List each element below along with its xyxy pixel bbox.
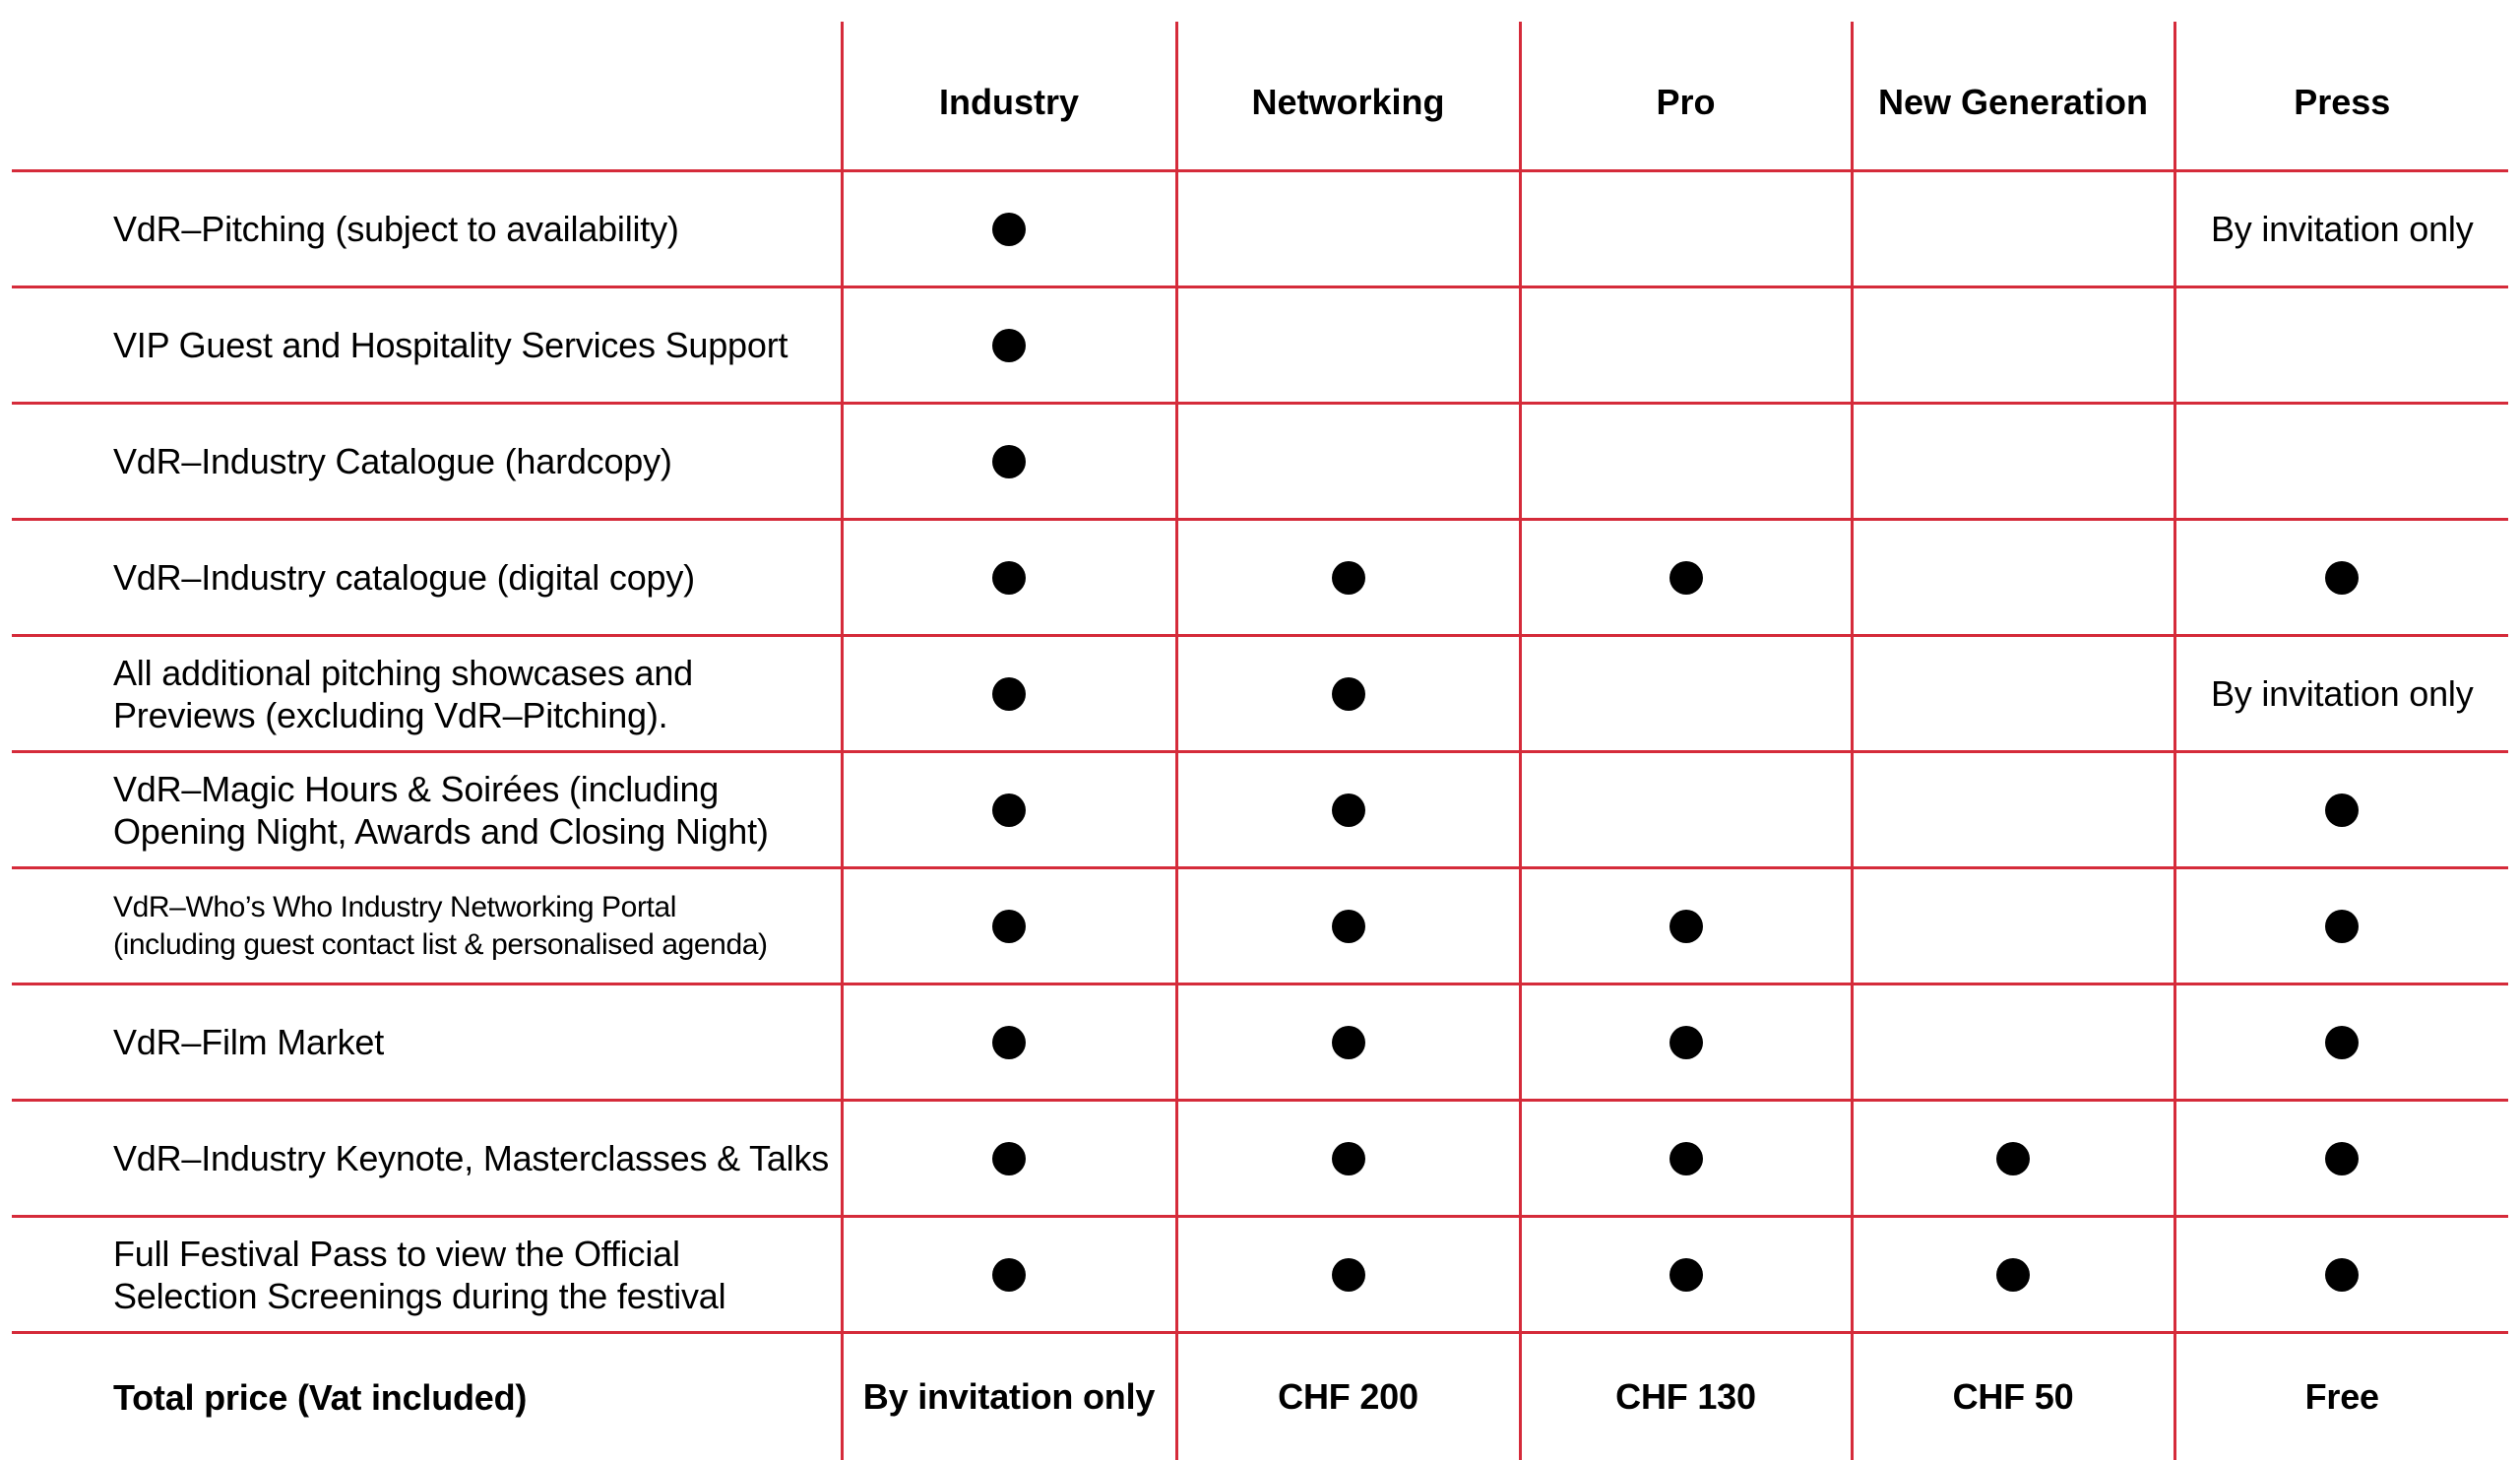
included-dot-icon bbox=[992, 677, 1026, 711]
table-row bbox=[12, 171, 2508, 287]
header-industry: Industry bbox=[842, 22, 1176, 171]
feature-label-line: Opening Night, Awards and Closing Night) bbox=[113, 811, 769, 852]
feature-label-line: VdR–Pitching (subject to availability) bbox=[113, 209, 679, 249]
cell-press bbox=[2174, 1101, 2508, 1217]
feature-label-line: VdR–Industry catalogue (digital copy) bbox=[113, 557, 695, 598]
table-row bbox=[12, 1217, 2508, 1333]
cell-pro bbox=[1520, 171, 1852, 287]
price-industry: By invitation only bbox=[842, 1333, 1176, 1460]
price-press: Free bbox=[2174, 1333, 2508, 1460]
cell-pro bbox=[1520, 752, 1852, 868]
included-dot-icon bbox=[1670, 1142, 1703, 1175]
cell-press bbox=[2174, 868, 2508, 984]
included-dot-icon bbox=[1670, 561, 1703, 595]
feature-label-line: Previews (excluding VdR–Pitching). bbox=[113, 695, 667, 735]
included-dot-icon bbox=[1332, 1258, 1365, 1292]
availability-note: By invitation only bbox=[2211, 673, 2474, 714]
table-row bbox=[12, 287, 2508, 404]
feature-label bbox=[12, 868, 842, 984]
cell-pro bbox=[1520, 1101, 1852, 1217]
included-dot-icon bbox=[2325, 910, 2359, 943]
feature-label-line: VdR–Magic Hours & Soirées (including bbox=[113, 769, 719, 809]
feature-label-line: VdR–Film Market bbox=[113, 1022, 384, 1062]
included-dot-icon bbox=[1996, 1142, 2030, 1175]
feature-label bbox=[12, 752, 842, 868]
feature-label-line: VdR–Industry Keynote, Masterclasses & Talks bbox=[113, 1138, 829, 1178]
included-dot-icon bbox=[1332, 910, 1365, 943]
feature-label-line: Selection Screenings during the festival bbox=[113, 1276, 725, 1316]
cell-new-generation bbox=[1852, 984, 2174, 1101]
cell-new-generation bbox=[1852, 520, 2174, 636]
table-body bbox=[12, 171, 2508, 1460]
feature-label bbox=[12, 287, 842, 404]
included-dot-icon bbox=[992, 445, 1026, 478]
feature-label bbox=[12, 636, 842, 752]
included-dot-icon bbox=[1332, 1142, 1365, 1175]
cell-industry bbox=[842, 171, 1176, 287]
cell-industry bbox=[842, 404, 1176, 520]
cell-networking bbox=[1176, 404, 1520, 520]
table-header-row bbox=[12, 22, 2508, 171]
price-new-generation: CHF 50 bbox=[1852, 1333, 2174, 1460]
included-dot-icon bbox=[2325, 1026, 2359, 1059]
included-dot-icon bbox=[2325, 793, 2359, 827]
cell-industry bbox=[842, 520, 1176, 636]
table-row bbox=[12, 636, 2508, 752]
included-dot-icon bbox=[992, 1258, 1026, 1292]
cell-new-generation bbox=[1852, 636, 2174, 752]
feature-label bbox=[12, 171, 842, 287]
cell-networking bbox=[1176, 1101, 1520, 1217]
cell-press bbox=[2174, 287, 2508, 404]
included-dot-icon bbox=[1332, 1026, 1365, 1059]
feature-label bbox=[12, 404, 842, 520]
accreditation-table bbox=[12, 22, 2508, 1460]
cell-industry bbox=[842, 1217, 1176, 1333]
cell-press bbox=[2174, 404, 2508, 520]
table-row bbox=[12, 520, 2508, 636]
cell-industry bbox=[842, 868, 1176, 984]
included-dot-icon bbox=[1670, 1026, 1703, 1059]
feature-label-line: Full Festival Pass to view the Official bbox=[113, 1234, 680, 1274]
cell-pro bbox=[1520, 984, 1852, 1101]
cell-pro bbox=[1520, 287, 1852, 404]
cell-pro bbox=[1520, 404, 1852, 520]
cell-pro bbox=[1520, 520, 1852, 636]
cell-new-generation bbox=[1852, 171, 2174, 287]
included-dot-icon bbox=[1332, 793, 1365, 827]
cell-new-generation bbox=[1852, 868, 2174, 984]
included-dot-icon bbox=[992, 793, 1026, 827]
included-dot-icon bbox=[992, 1026, 1026, 1059]
cell-press bbox=[2174, 520, 2508, 636]
cell-new-generation bbox=[1852, 287, 2174, 404]
feature-label-line: VdR–Industry Catalogue (hardcopy) bbox=[113, 441, 672, 481]
total-price-row bbox=[12, 1333, 2508, 1460]
cell-networking bbox=[1176, 984, 1520, 1101]
header-pro: Pro bbox=[1520, 22, 1852, 171]
cell-industry bbox=[842, 287, 1176, 404]
total-price-label: Total price (Vat included) bbox=[12, 1333, 842, 1460]
cell-networking bbox=[1176, 171, 1520, 287]
cell-networking bbox=[1176, 520, 1520, 636]
cell-networking bbox=[1176, 868, 1520, 984]
cell-new-generation bbox=[1852, 1217, 2174, 1333]
included-dot-icon bbox=[2325, 1258, 2359, 1292]
header-networking: Networking bbox=[1176, 22, 1520, 171]
included-dot-icon bbox=[1670, 1258, 1703, 1292]
header-press: Press bbox=[2174, 22, 2508, 171]
feature-label-line: VdR–Who’s Who Industry Networking Portal bbox=[113, 891, 676, 923]
included-dot-icon bbox=[1332, 561, 1365, 595]
feature-label-line: (including guest contact list & personalised agenda) bbox=[113, 928, 768, 961]
cell-networking bbox=[1176, 636, 1520, 752]
table-row bbox=[12, 404, 2508, 520]
header-feature-blank bbox=[12, 22, 842, 171]
feature-label bbox=[12, 1217, 842, 1333]
table-row bbox=[12, 1101, 2508, 1217]
cell-new-generation bbox=[1852, 752, 2174, 868]
included-dot-icon bbox=[1996, 1258, 2030, 1292]
feature-label bbox=[12, 984, 842, 1101]
table-row bbox=[12, 752, 2508, 868]
cell-press bbox=[2174, 752, 2508, 868]
cell-industry bbox=[842, 636, 1176, 752]
included-dot-icon bbox=[2325, 561, 2359, 595]
included-dot-icon bbox=[1670, 910, 1703, 943]
table-row bbox=[12, 868, 2508, 984]
included-dot-icon bbox=[2325, 1142, 2359, 1175]
header-new-generation: New Generation bbox=[1852, 22, 2174, 171]
feature-label-line: VIP Guest and Hospitality Services Support bbox=[113, 325, 788, 365]
cell-press bbox=[2174, 171, 2508, 287]
cell-networking bbox=[1176, 752, 1520, 868]
feature-label bbox=[12, 520, 842, 636]
included-dot-icon bbox=[992, 329, 1026, 362]
cell-industry bbox=[842, 752, 1176, 868]
price-networking: CHF 200 bbox=[1176, 1333, 1520, 1460]
cell-industry bbox=[842, 1101, 1176, 1217]
cell-press bbox=[2174, 984, 2508, 1101]
availability-note: By invitation only bbox=[2211, 209, 2474, 249]
feature-label bbox=[12, 1101, 842, 1217]
table-row bbox=[12, 984, 2508, 1101]
price-pro: CHF 130 bbox=[1520, 1333, 1852, 1460]
included-dot-icon bbox=[1332, 677, 1365, 711]
feature-label-line: All additional pitching showcases and bbox=[113, 653, 693, 693]
cell-industry bbox=[842, 984, 1176, 1101]
cell-press bbox=[2174, 636, 2508, 752]
cell-pro bbox=[1520, 1217, 1852, 1333]
cell-press bbox=[2174, 1217, 2508, 1333]
included-dot-icon bbox=[992, 1142, 1026, 1175]
cell-new-generation bbox=[1852, 1101, 2174, 1217]
cell-new-generation bbox=[1852, 404, 2174, 520]
cell-pro bbox=[1520, 868, 1852, 984]
included-dot-icon bbox=[992, 910, 1026, 943]
included-dot-icon bbox=[992, 213, 1026, 246]
cell-networking bbox=[1176, 287, 1520, 404]
cell-networking bbox=[1176, 1217, 1520, 1333]
cell-pro bbox=[1520, 636, 1852, 752]
included-dot-icon bbox=[992, 561, 1026, 595]
